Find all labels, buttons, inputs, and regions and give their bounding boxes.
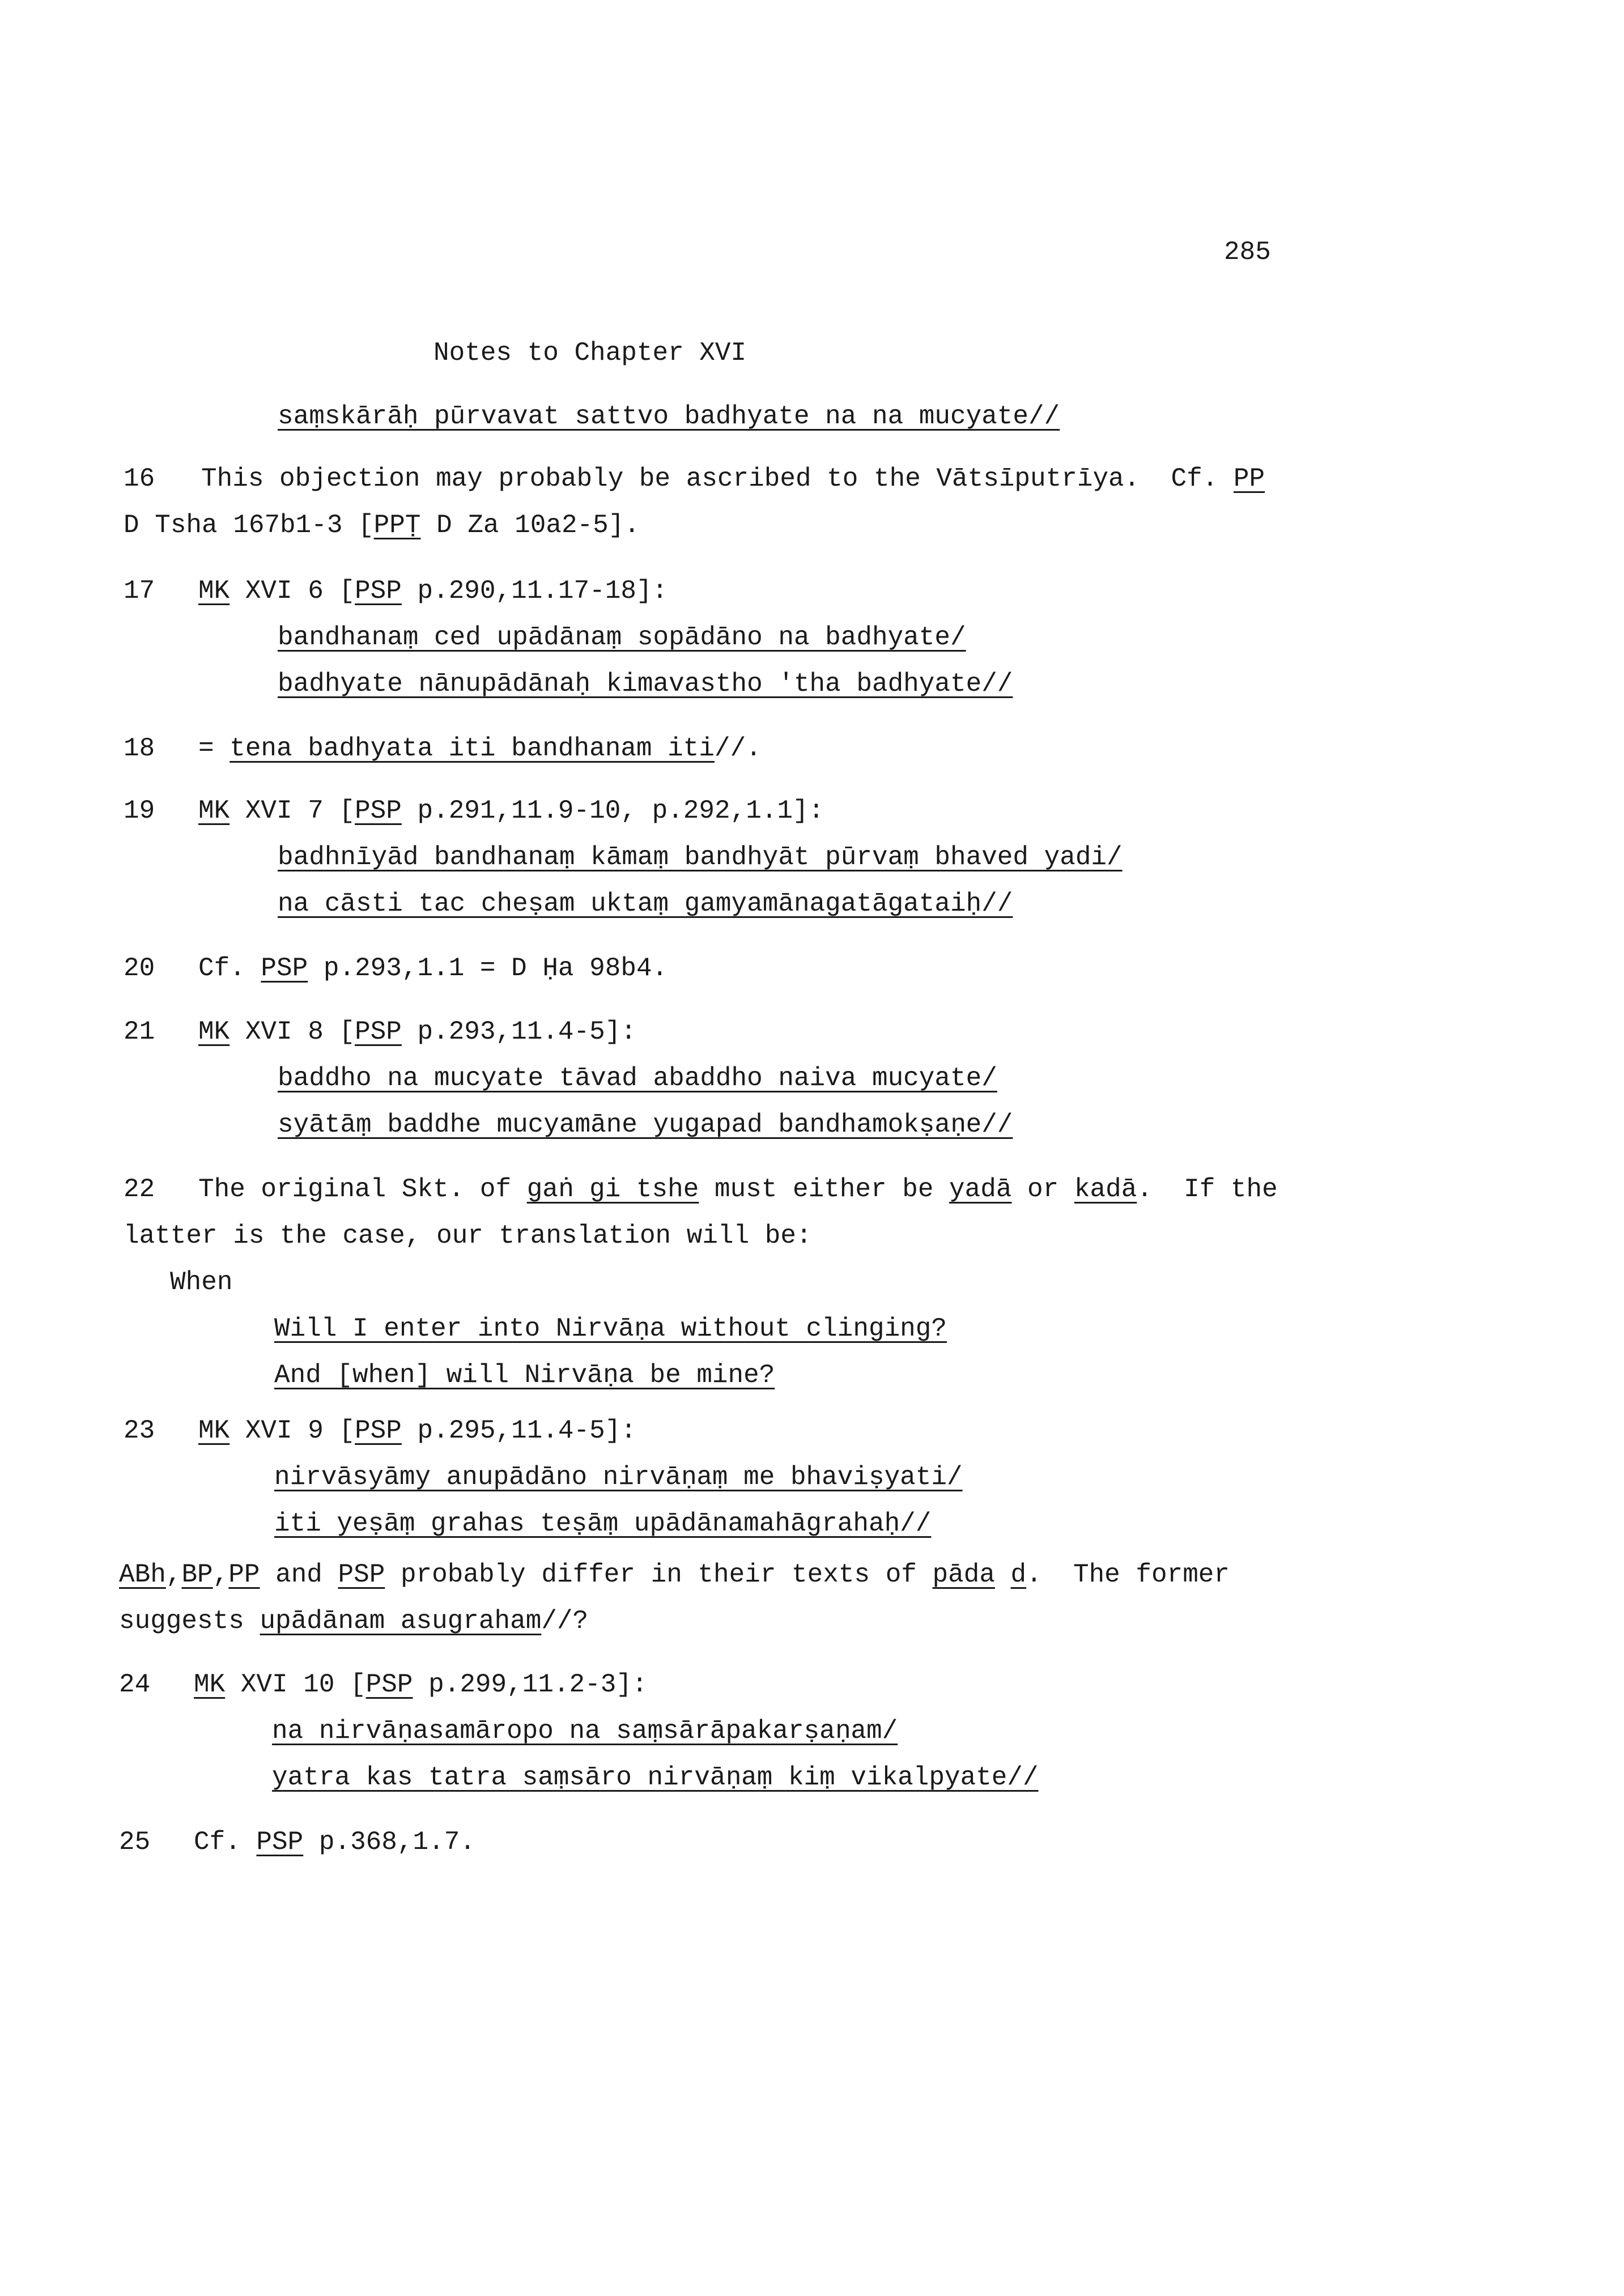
note-text: p.368,1.7. (303, 1827, 475, 1857)
note-text: This objection may probably be ascribed to the Vātsīputrīya. Cf. (201, 464, 1234, 494)
note-text: p.293,11.4-5]: (401, 1017, 636, 1047)
note-15-verse: saṃskārāḥ pūrvavat sattvo badhyate na na mucyate// (278, 402, 1060, 431)
quoted-text: upādānam asugraham (260, 1606, 542, 1636)
note-text: XVI 6 [ (229, 576, 355, 606)
note-line (124, 512, 640, 538)
verse-line: baddho na mucyate tāvad abaddho naiva mucyate/ (278, 1064, 997, 1093)
verse-line: na nirvāṇasamāropo na saṃsārāpakarṣaṇam/ (272, 1716, 898, 1746)
abbreviation: PSP (355, 796, 402, 826)
note-line (201, 466, 1265, 492)
note-text: p.291,11.9-10, p.292,1.1]: (401, 796, 824, 826)
note-text: , (212, 1560, 229, 1589)
abbreviation: ABh (119, 1560, 166, 1589)
note-number: 24 (119, 1670, 151, 1699)
verse-line: na cāsti tac cheṣam uktaṃ gamyamānagatāgataiḥ// (278, 889, 1013, 919)
verse-line: badhyate nānupādānaḥ kimavastho 'tha badhyate// (278, 669, 1013, 699)
note-text: . The former (1026, 1560, 1230, 1589)
note-text: p.290,11.17-18]: (401, 576, 668, 606)
note-line (194, 1829, 475, 1855)
note-number: 18 (124, 734, 155, 763)
sanskrit-term: d (1010, 1560, 1027, 1589)
note-line (198, 955, 668, 981)
note-number: 21 (124, 1017, 155, 1047)
verse-line: iti yeṣāṃ grahas teṣāṃ upādānamahāgrahaḥ// (274, 1509, 932, 1538)
verse-line: yatra kas tatra saṃsāro nirvāṇaṃ kiṃ vikalpyate// (272, 1763, 1039, 1792)
note-line (119, 1562, 1230, 1588)
abbreviation: PSP (338, 1560, 385, 1589)
verse-line: badhnīyād bandhanaṃ kāmaṃ bandhyāt pūrvaṃ bhaved yadi/ (278, 843, 1123, 872)
abbreviation: PSP (355, 1017, 402, 1047)
verse-line: syātāṃ baddhe mucyamāne yugapad bandhamokṣaṇe// (278, 1110, 1013, 1140)
note-number: 25 (119, 1827, 151, 1857)
abbreviation: MK (198, 1416, 230, 1445)
note-line (198, 798, 824, 824)
note-text: Cf. (198, 954, 261, 983)
note-number: 23 (124, 1416, 155, 1445)
note-number: 17 (124, 576, 155, 606)
abbreviation: PP (228, 1560, 260, 1589)
note-text: D Tsha 167b1-3 [ (124, 511, 374, 540)
abbreviation: PSP (355, 1416, 402, 1445)
note-line (194, 1672, 648, 1698)
note-line (198, 578, 668, 604)
note-text: . If the (1137, 1175, 1278, 1204)
verse-line: bandhanaṃ ced upādānaṃ sopādāno na badhyate/ (278, 623, 966, 652)
note-text: p.295,11.4-5]: (401, 1416, 636, 1445)
verse-line: nirvāsyāmy anupādāno nirvāṇaṃ me bhaviṣyati/ (274, 1462, 963, 1492)
note-text: Cf. (194, 1827, 257, 1857)
sanskrit-term: yadā (949, 1175, 1012, 1204)
abbreviation: PSP (256, 1827, 304, 1857)
note-line (198, 1019, 636, 1045)
note-line (119, 1608, 588, 1634)
note-line (198, 735, 762, 762)
tibetan-term: gaṅ gi tshe (526, 1175, 699, 1204)
note-text: //? (541, 1606, 589, 1636)
abbreviation: PP (1233, 464, 1265, 494)
abbreviation: PSP (355, 576, 402, 606)
page-number: 285 (1224, 237, 1271, 267)
abbreviation: MK (198, 576, 230, 606)
note-text: XVI 8 [ (229, 1017, 355, 1047)
abbreviation: BP (181, 1560, 213, 1589)
note-text: = (198, 734, 230, 763)
sanskrit-term: kadā (1074, 1175, 1137, 1204)
note-line: latter is the case, our translation will be: (124, 1221, 812, 1251)
note-number: 19 (124, 796, 155, 826)
note-text: XVI 9 [ (229, 1416, 355, 1445)
note-text: XVI 7 [ (229, 796, 355, 826)
note-text: XVI 10 [ (225, 1670, 366, 1699)
note-text: , (165, 1560, 182, 1589)
abbreviation: MK (198, 796, 230, 826)
note-text: must either be (699, 1175, 950, 1204)
note-number: 20 (124, 954, 155, 983)
abbreviation: MK (198, 1017, 230, 1047)
abbreviation: PPṬ (373, 511, 421, 540)
note-text: //. (714, 734, 762, 763)
quoted-text: tena badhyata iti bandhanam iti (229, 734, 715, 763)
note-number: 16 (124, 464, 155, 494)
sanskrit-term: pāda (932, 1560, 995, 1589)
note-text: or (1011, 1175, 1074, 1204)
note-number: 22 (124, 1175, 155, 1204)
note-line: When (170, 1268, 233, 1297)
note-text: suggests (119, 1606, 260, 1636)
note-text: D Za 10a2-5]. (420, 511, 640, 540)
note-line (198, 1418, 636, 1444)
note-text: probably differ in their texts of (385, 1560, 933, 1589)
note-text: The original Skt. of (198, 1175, 527, 1204)
abbreviation: PSP (261, 954, 308, 983)
note-text: and (260, 1560, 338, 1589)
note-line (198, 1176, 1278, 1202)
note-text: p.293,1.1 = D Ḥa 98b4. (308, 954, 668, 983)
note-text: p.299,11.2-3]: (413, 1670, 648, 1699)
abbreviation: MK (194, 1670, 226, 1699)
note-text (995, 1560, 1011, 1589)
page-title: Notes to Chapter XVI (433, 338, 747, 368)
abbreviation: PSP (365, 1670, 413, 1699)
translation-line: And [when] will Nirvāṇa be mine? (274, 1360, 775, 1390)
translation-line: Will I enter into Nirvāṇa without clinging? (274, 1314, 947, 1343)
